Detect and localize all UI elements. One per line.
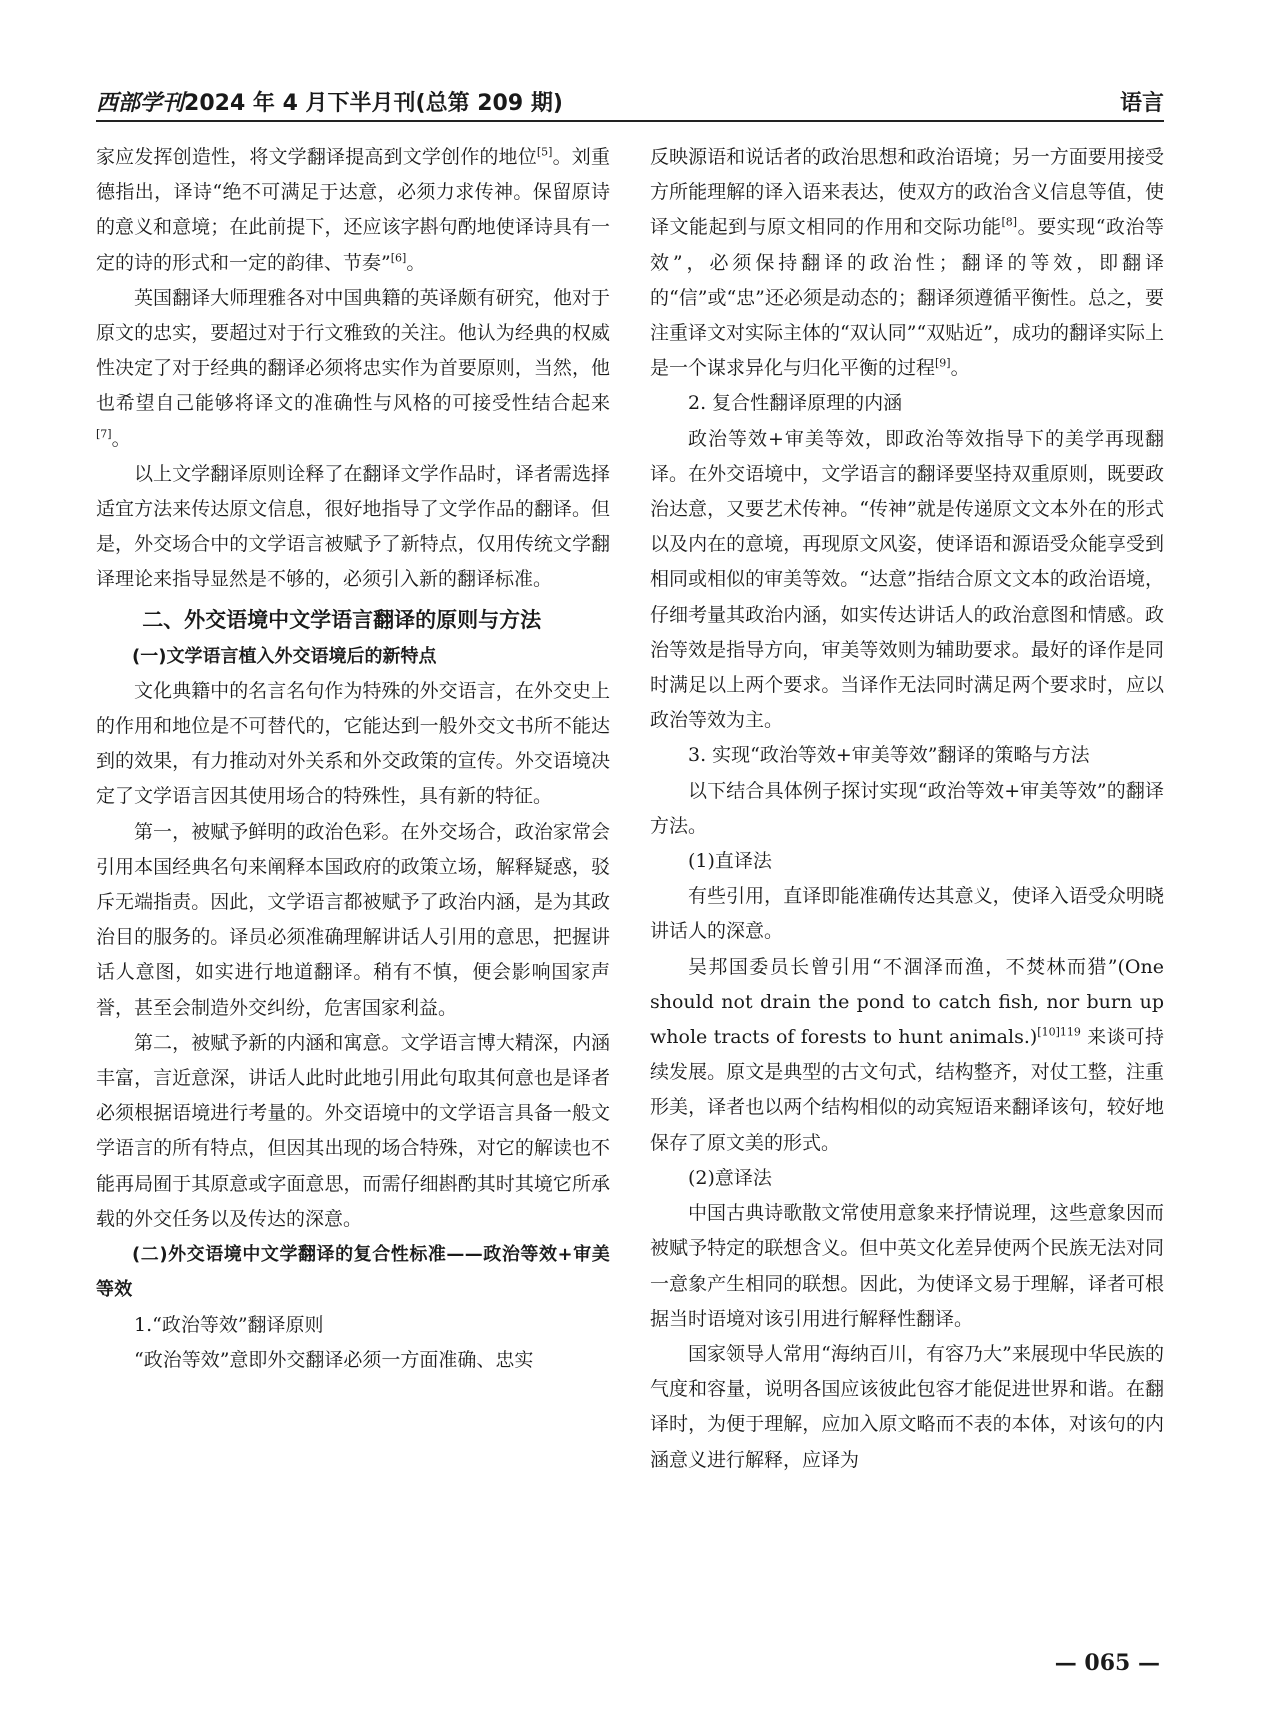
paragraph: 第一，被赋予鲜明的政治色彩。在外交场合，政治家常会引用本国经典名句来阐释本国政府的政策立场，解释疑惑，驳斥无端指责。因此，文学语言都被赋予了政治内涵，是为其政治目的服务的。译员必须准确理解讲话人引用的意思，把握讲话人意图，如实进行地道翻译。稍有不慎，便会影响国家声誉，甚至会制造外交纠纷，危害国家利益。 (96, 820, 610, 1019)
sub-subsection-heading: 2. 复合性翻译原理的内涵 (688, 392, 903, 415)
left-column (96, 140, 610, 1378)
paragraph: 反映源语和说话者的政治思想和政治语境；另一方面要用接受方所能理解的译入语来表达，使双方的政治含义信息等值，使译文能起到与原文相同的作用和交际功能[8]。要实现“政治等效”，必须保持翻译的政治性；翻译的等效，即翻译的“信”或“忠”还必须是动态的；翻译须遵循平衡性。总之，要注重译文对实际主体的“双认同”“双贴近”，成功的翻译实际上是一个谋求异化与归化平衡的过程[9]。 (650, 146, 1164, 380)
sub-subsection-heading: (1)直译法 (688, 850, 772, 873)
paragraph: 第二，被赋予新的内涵和寓意。文学语言博大精深，内涵丰富，言近意深，讲话人此时此地引用此句取其何意也是译者必须根据语境进行考量的。外交语境中的文学语言具备一般文学语言的所有特点，但因其出现的场合特殊，对它的解读也不能再局囿于其原意或字面意思，而需仔细斟酌其时其境它所承载的外交任务以及传达的深意。 (96, 1031, 610, 1230)
citation: [8] (1001, 216, 1018, 230)
paragraph: 家应发挥创造性，将文学翻译提高到文学创作的地位[5]。刘重德指出，译诗“绝不可满足于达意，必须力求传神。保留原诗的意义和意境；在此前提下，还应该字斟句酌地使译诗具有一定的诗的形式和一定的韵律、节奏”[6]。 (96, 145, 610, 274)
section-label: 语言 (1119, 91, 1164, 116)
paragraph: 政治等效+审美等效，即政治等效指导下的美学再现翻译。在外交语境中，文学语言的翻译要坚持双重原则，既要政治达意，又要艺术传神。“传神”就是传递原文文本外在的形式以及内在的意境，再现原文风姿，使译语和源语受众能享受到相同或相似的审美等效。“达意”指结合原文文本的政治语境，仔细考量其政治内涵，如实传达讲话人的政治意图和情感。政治等效是指导方向，审美等效则为辅助要求。最好的译作是同时满足以上两个要求。当译作无法同时满足两个要求时，应以政治等效为主。 (650, 427, 1164, 732)
paragraph: 中国古典诗歌散文常使用意象来抒情说理，这些意象因而被赋予特定的联想含义。但中英文化差异使两个民族无法对同一意象产生相同的联想。因此，为使译文易于理解，译者可根据当时语境对该引用进行解释性翻译。 (650, 1202, 1164, 1330)
citation: [6] (390, 251, 407, 265)
paragraph: 以下结合具体例子探讨实现“政治等效+审美等效”的翻译方法。 (650, 779, 1164, 837)
paragraph: 以上文学翻译原则诠释了在翻译文学作品时，译者需选择适宜方法来传达原文信息，很好地指导了文学作品的翻译。但是，外交场合中的文学语言被赋予了新特点，仅用传统文学翻译理论来指导显然是不够的，必须引入新的翻译标准。 (96, 462, 610, 591)
journal-logo: 西部学刊 (96, 90, 185, 116)
right-column (650, 140, 1164, 1478)
citation: [10]119 (1037, 1025, 1081, 1039)
paragraph: 英国翻译大师理雅各对中国典籍的英译颇有研究，他对于原文的忠实，要超过对于行文雅致的关注。他认为经典的权威性决定了对于经典的翻译必须将忠实作为首要原则，当然，他也希望自己能够将译文的准确性与风格的可接受性结合起来[7]。 (96, 286, 610, 450)
sub-subsection-heading: 1.“政治等效”翻译原则 (134, 1313, 324, 1336)
paragraph: 文化典籍中的名言名句作为特殊的外交语言，在外交史上的作用和地位是不可替代的，它能达到一般外交文书所不能达到的效果，有力推动对外关系和外交政策的宣传。外交语境决定了文学语言因其使用场合的特殊性，具有新的特征。 (96, 679, 610, 808)
citation: [7] (96, 427, 112, 441)
section-heading: 二、外交语境中文学语言翻译的原则与方法 (142, 607, 542, 632)
paragraph: “政治等效”意即外交翻译必须一方面准确、忠实 (134, 1348, 534, 1371)
subsection-heading: (一)文学语言植入外交语境后的新特点 (132, 645, 437, 667)
citation: [9] (935, 356, 951, 370)
paragraph: 有些引用，直译即能准确传达其意义，使译入语受众明晓讲话人的深意。 (650, 885, 1164, 943)
running-header (96, 86, 1164, 122)
sub-subsection-heading: (2)意译法 (688, 1166, 772, 1189)
sub-subsection-heading: 3. 实现“政治等效+审美等效”翻译的策略与方法 (688, 744, 1090, 767)
page-number: — 065 — (1054, 1650, 1160, 1676)
subsection-heading: (二)外交语境中文学翻译的复合性标准——政治等效+审美等效 (96, 1244, 610, 1301)
journal-info (96, 86, 563, 117)
paragraph: 吴邦国委员长曾引用“不涸泽而渔，不焚林而猎”(One should not drain the pond to catch fish, nor burn up whole tracts of forests to hunt animals.)$^{[10]119}$ 来谈可持续发展。原文是典型的古文句式，结构整齐，对仗工整，注重形美，译者也以两个结构相似的动宾短语来翻译该句，较好地保存了原文美的形式。 (650, 955, 1164, 1154)
issue-info: 2024 年 4 月下半月刊(总第 209 期) (184, 91, 563, 116)
paragraph: 国家领导人常用“海纳百川，有容乃大”来展现中华民族的气度和容量，说明各国应该彼此包容才能促进世界和谐。在翻译时，为便于理解，应加入原文略而不表的本体，对该句的内涵意义进行解释，应译为 (650, 1342, 1164, 1471)
citation: [5] (536, 145, 553, 159)
